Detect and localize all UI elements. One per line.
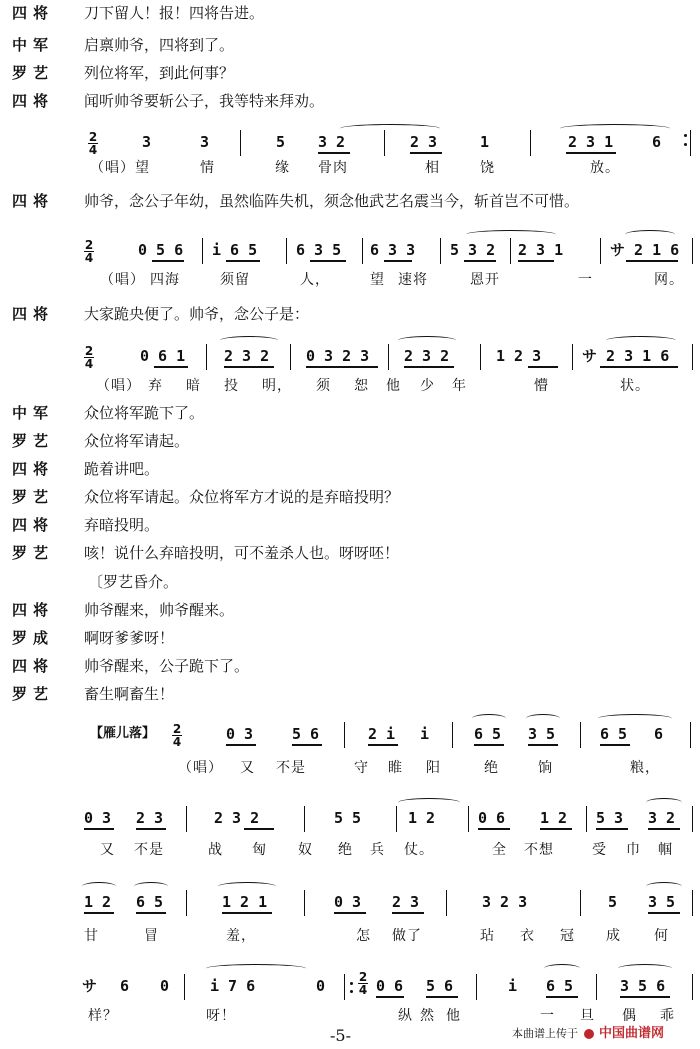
note: 0 6 xyxy=(478,809,506,827)
lyric: 何 xyxy=(654,928,669,944)
dialogue-line xyxy=(12,655,692,677)
lyric: 暗 xyxy=(186,378,201,394)
note: 5 xyxy=(276,133,286,151)
tune-label: 【雁儿落】 xyxy=(90,726,156,741)
note: 3 xyxy=(200,133,210,151)
note: 2 3 xyxy=(410,133,438,151)
dialogue-line xyxy=(12,458,692,480)
lyric: 饶 xyxy=(480,160,495,176)
line-text: 启禀帅爷，四将到了。 xyxy=(84,36,235,54)
lyric: 偶 xyxy=(622,1008,637,1024)
line-text: 列位将军，到此何事？ xyxy=(84,64,235,82)
meter-top: 2 xyxy=(358,970,368,984)
lyric: 状。 xyxy=(620,378,650,394)
lyric: 速将 xyxy=(398,272,428,288)
note: i xyxy=(420,725,430,743)
lyric: 冒 xyxy=(144,928,159,944)
note: 2 3 1 xyxy=(568,133,614,151)
lyric: 做了 xyxy=(392,928,422,944)
speaker: 四将 xyxy=(12,305,55,323)
note: 1 2 3 xyxy=(496,347,542,365)
meter-bottom: 4 xyxy=(88,143,98,157)
note: 3 2 3 xyxy=(482,893,528,911)
lyric: 绝 xyxy=(484,760,499,776)
dialogue-line xyxy=(12,514,692,536)
note: サ 2 3 1 6 xyxy=(582,347,670,365)
note: 6 3 5 xyxy=(296,241,342,259)
note: i 7 6 xyxy=(210,977,256,995)
dialogue-line xyxy=(12,303,692,325)
note: 6 5 xyxy=(546,977,574,995)
lyric: 玷 xyxy=(480,928,495,944)
line-text: 众位将军跪下了。 xyxy=(84,404,205,422)
lyric: 相 xyxy=(425,160,440,176)
meter-top: 2 xyxy=(88,130,98,144)
lyric: 饷 xyxy=(538,760,553,776)
dialogue-line xyxy=(12,627,692,649)
lyric: 年 xyxy=(452,378,467,394)
note: 6 5 xyxy=(136,893,164,911)
lyric: （唱）望 xyxy=(90,160,150,176)
speaker: 四将 xyxy=(12,601,55,619)
note: i 6 5 xyxy=(212,241,258,259)
lyric: （唱） xyxy=(100,272,145,288)
lyric: 粮， xyxy=(630,760,660,776)
meter-top: 2 xyxy=(172,722,182,736)
note: 2 i xyxy=(368,725,396,743)
speaker: 罗艺 xyxy=(12,544,55,562)
line-text: 咳！说什么弃暗投明，可不羞杀人也。呀呀呸！ xyxy=(84,544,400,562)
lyric: 奴 xyxy=(298,842,313,858)
note: 5 6 xyxy=(292,725,320,743)
meter-bottom: 4 xyxy=(358,983,368,997)
line-text: 帅爷，念公子年幼，虽然临阵失机，须念他武艺名震当今，斩首岂不可惜。 xyxy=(84,192,580,210)
lyric: 少 xyxy=(420,378,435,394)
note: 2 3 xyxy=(136,809,164,827)
speaker: 四将 xyxy=(12,192,55,210)
line-text: 闻听帅爷要斩公子，我等特来拜劝。 xyxy=(84,92,325,110)
note: 2 3 2 xyxy=(224,347,270,365)
lyric: 乖 xyxy=(660,1008,675,1024)
note: 0 6 1 xyxy=(140,347,186,365)
note: 3 5 xyxy=(528,725,556,743)
lyric: 战 xyxy=(208,842,223,858)
lyric: 帼 xyxy=(658,842,673,858)
speaker: 四将 xyxy=(12,657,55,675)
lyric: 仗。 xyxy=(404,842,434,858)
lyric: 甘 xyxy=(84,928,99,944)
speaker: 罗艺 xyxy=(12,432,55,450)
line-text: 啊呀爹爹呀！ xyxy=(84,629,175,647)
lyric: 明， xyxy=(262,378,292,394)
dialogue-line xyxy=(12,542,692,564)
note: 0 5 6 xyxy=(138,241,184,259)
note: サ xyxy=(82,977,98,995)
note: 3 5 xyxy=(648,893,676,911)
note: 5 3 2 xyxy=(450,241,496,259)
speaker: 中军 xyxy=(12,36,55,54)
note: 1 2 xyxy=(540,809,568,827)
note: 5 5 xyxy=(334,809,362,827)
lyric: 他 xyxy=(386,378,401,394)
dialogue-line xyxy=(12,190,692,212)
lyric: 绝 xyxy=(338,842,353,858)
lyric: 缘 xyxy=(275,160,290,176)
note: 1 xyxy=(480,133,490,151)
note: 2 3 2 xyxy=(214,809,260,827)
lyric: 投 xyxy=(224,378,239,394)
lyric: 旦 xyxy=(580,1008,595,1024)
lyric: 然 xyxy=(420,1008,435,1024)
note: 6 5 xyxy=(600,725,628,743)
meter-bottom: 4 xyxy=(84,251,94,265)
lyric: 纵 xyxy=(398,1008,413,1024)
note: 0 xyxy=(316,977,326,995)
dialogue-line xyxy=(12,683,692,705)
lyric: 放。 xyxy=(590,160,620,176)
lyric: 不是 xyxy=(276,760,306,776)
meter-bottom: 4 xyxy=(84,357,94,371)
note: サ 2 1 6 xyxy=(610,241,680,259)
watermark-text: 本曲谱上传于 xyxy=(512,1027,578,1040)
note: 6 3 3 xyxy=(370,241,416,259)
speaker: 四将 xyxy=(12,516,55,534)
lyric: 恕 xyxy=(354,378,369,394)
lyric: （唱） xyxy=(96,378,141,394)
line-text: 刀下留人！报！四将告进。 xyxy=(84,4,265,22)
line-text: 众位将军请起。 xyxy=(84,432,190,450)
lyric: 受 xyxy=(592,842,607,858)
page-number: -5- xyxy=(330,1026,351,1045)
note: 0 xyxy=(160,977,170,995)
speaker: 四将 xyxy=(12,4,55,22)
lyric: 匈 xyxy=(252,842,267,858)
note: 1 2 1 xyxy=(222,893,268,911)
lyric: 全 xyxy=(492,842,507,858)
watermark-brand: 中国曲谱网 xyxy=(599,1026,665,1041)
note: 0 6 xyxy=(376,977,404,995)
lyric: 阳 xyxy=(426,760,441,776)
dialogue-line xyxy=(12,486,692,508)
lyric: 不是 xyxy=(134,842,164,858)
meter-top: 2 xyxy=(84,344,94,358)
line-text: 帅爷醒来，帅爷醒来。 xyxy=(84,601,235,619)
dialogue-line xyxy=(12,62,692,84)
note: 6 xyxy=(120,977,130,995)
meter-bottom: 4 xyxy=(172,735,182,749)
speaker: 罗艺 xyxy=(12,64,55,82)
lyric: 衣 xyxy=(520,928,535,944)
dialogue-line xyxy=(12,402,692,424)
lyric: 须 xyxy=(316,378,331,394)
note: 6 xyxy=(652,133,662,151)
note: 3 xyxy=(142,133,152,151)
speaker: 罗成 xyxy=(12,629,55,647)
line-text: 弃暗投明。 xyxy=(84,516,160,534)
lyric: 须留 xyxy=(220,272,250,288)
stage-direction: 〔罗艺昏介。 xyxy=(88,573,179,591)
line-text: 跪着讲吧。 xyxy=(84,460,160,478)
lyric: 冠 xyxy=(560,928,575,944)
lyric: 羞， xyxy=(226,928,256,944)
lyric: 兵 xyxy=(370,842,385,858)
lyric: 守 xyxy=(354,760,369,776)
note: 5 3 xyxy=(596,809,624,827)
speaker: 罗艺 xyxy=(12,685,55,703)
lyric: 他 xyxy=(446,1008,461,1024)
lyric: 恩开 xyxy=(470,272,500,288)
line-text: 畜生啊畜生！ xyxy=(84,685,175,703)
dialogue-line xyxy=(12,2,692,24)
lyric: 人， xyxy=(300,272,330,288)
lyric: 怎 xyxy=(356,928,371,944)
site-logo-icon xyxy=(584,1029,594,1039)
lyric: 呀！ xyxy=(206,1008,236,1024)
dialogue-line xyxy=(12,90,692,112)
dialogue-line xyxy=(12,34,692,56)
note: 2 3 2 xyxy=(404,347,450,365)
dialogue-line xyxy=(12,430,692,452)
lyric: 样？ xyxy=(88,1008,118,1024)
lyric: （唱） xyxy=(178,760,223,776)
lyric: 一 xyxy=(540,1008,555,1024)
lyric: 情 xyxy=(200,160,215,176)
speaker: 中军 xyxy=(12,404,55,422)
line-text: 众位将军请起。众位将军方才说的是弃暗投明？ xyxy=(84,488,400,506)
lyric: 一 xyxy=(578,272,593,288)
lyric: 懵 xyxy=(534,378,549,394)
note: 3 2 xyxy=(318,133,346,151)
lyric: 网。 xyxy=(654,272,684,288)
note: 3 5 6 xyxy=(620,977,666,995)
note: 5 6 xyxy=(426,977,454,995)
lyric: 又 xyxy=(240,760,255,776)
note: i xyxy=(508,977,518,995)
lyric: 睢 xyxy=(388,760,403,776)
note: 6 5 xyxy=(474,725,502,743)
lyric: 骨肉 xyxy=(318,160,348,176)
note: 5 xyxy=(608,893,618,911)
note: 3 2 xyxy=(648,809,676,827)
speaker: 四将 xyxy=(12,460,55,478)
note: 1 2 xyxy=(84,893,112,911)
note: 0 3 xyxy=(226,725,254,743)
lyric: 望 xyxy=(370,272,385,288)
note: 2 3 1 xyxy=(518,241,564,259)
speaker: 罗艺 xyxy=(12,488,55,506)
note: 6 xyxy=(654,725,664,743)
lyric: 四海 xyxy=(150,272,180,288)
note: 0 3 2 3 xyxy=(306,347,370,365)
lyric: 又 xyxy=(100,842,115,858)
line-text: 帅爷醒来，公子跪下了。 xyxy=(84,657,250,675)
lyric: 不想 xyxy=(524,842,554,858)
meter-top: 2 xyxy=(84,238,94,252)
speaker: 四将 xyxy=(12,92,55,110)
note: 1 2 xyxy=(408,809,436,827)
watermark xyxy=(512,1026,664,1042)
note: 0 3 xyxy=(334,893,362,911)
note: 2 3 xyxy=(392,893,420,911)
time-signature xyxy=(358,972,368,995)
dialogue-line xyxy=(12,599,692,621)
lyric: 成 xyxy=(606,928,621,944)
lyric: 巾 xyxy=(626,842,641,858)
note: 0 3 xyxy=(84,809,112,827)
lyric: 弃 xyxy=(148,378,163,394)
line-text: 大家跪央便了。帅爷，念公子是： xyxy=(84,305,310,323)
